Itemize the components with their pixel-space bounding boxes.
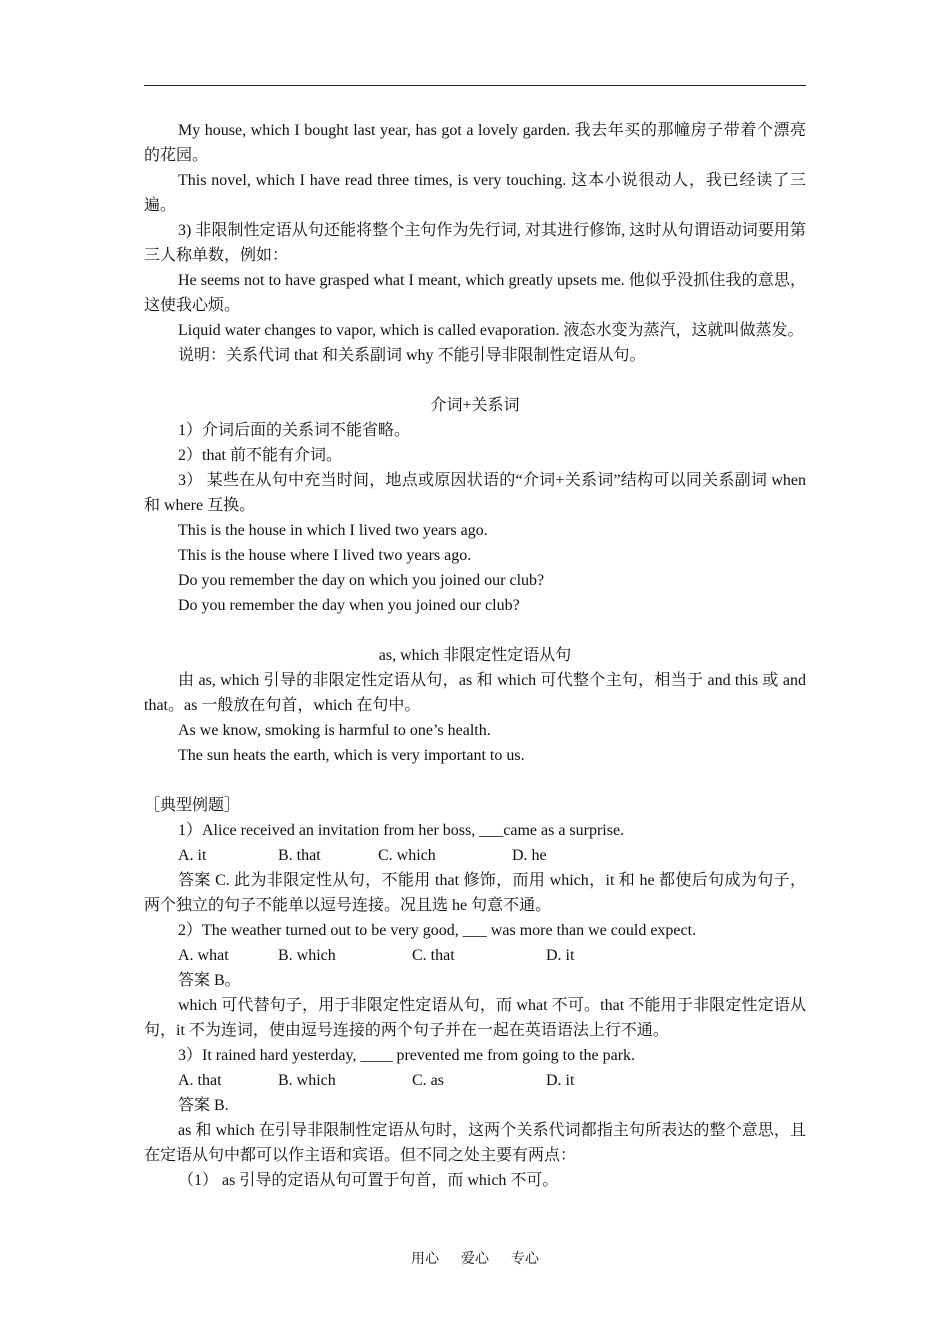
question-2-options	[144, 943, 806, 968]
header-rule	[144, 85, 806, 86]
example-sentence: As we know, smoking is harmful to one’s health.	[178, 722, 491, 739]
option-d: D. it	[546, 947, 575, 964]
option-c: C. that	[412, 947, 455, 964]
question-3-options	[144, 1068, 806, 1093]
paragraph: 1）介词后面的关系词不能省略。	[178, 422, 411, 439]
paragraph: 3) 非限制性定语从句还能将整个主句作为先行词, 对其进行修饰, 这时从句谓语动词要用第三人称单数，例如：	[144, 222, 806, 264]
paragraph: 3） 某些在从句中充当时间，地点或原因状语的“介词+关系词”结构可以同关系副词 when 和 where 互换。	[144, 472, 806, 514]
option-b: B. which	[278, 1072, 336, 1089]
paragraph: 说明：关系代词 that 和关系副词 why 不能引导非限制性定语从句。	[178, 347, 646, 364]
question-3: 3）It rained hard yesterday, ____ prevented me from going to the park.	[178, 1047, 636, 1064]
footer-text: 专心	[511, 1252, 539, 1267]
section-heading: as, which 非限定性定语从句	[378, 647, 572, 664]
question-1-options	[144, 843, 806, 868]
section-heading: 介词+关系词	[430, 397, 520, 414]
page-footer	[0, 1248, 950, 1268]
question-1: 1）Alice received an invitation from her boss, ___came as a surprise.	[178, 822, 625, 839]
point-1: （1） as 引导的定语从句可置于句首，而 which 不可。	[178, 1172, 559, 1189]
footer-text: 用心	[411, 1252, 439, 1267]
option-c: C. as	[412, 1072, 444, 1089]
option-d: D. it	[546, 1072, 575, 1089]
option-b: B. which	[278, 947, 336, 964]
explanation-3: as 和 which 在引导非限制性定语从句时，这两个关系代词都指主句所表达的整个意思，且在定语从句中都可以作主语和宾语。但不同之处主要有两点：	[144, 1122, 806, 1164]
explanation-2: which 可代替句子，用于非限定性定语从句，而 what 不可。that 不能用于非限定性定语从句，it 不为连词，使由逗号连接的两个句子并在一起在英语语法上行不通。	[144, 997, 806, 1039]
example-sentence: This is the house in which I lived two years ago.	[178, 522, 488, 539]
paragraph: He seems not to have grasped what I meant, which greatly upsets me. 他似乎没抓住我的意思，这使我心烦。	[144, 272, 806, 314]
paragraph: 由 as, which 引导的非限定性定语从句，as 和 which 可代整个主句，相当于 and this 或 and that。as 一般放在句首，which 在句中。	[144, 672, 806, 714]
answer-1: 答案 C. 此为非限定性从句，不能用 that 修饰，而用 which，it 和 he 都使后句成为句子，两个独立的句子不能单以逗号连接。况且选 he 句意不通。	[144, 872, 806, 914]
option-b: B. that	[278, 847, 321, 864]
paragraph: This novel, which I have read three times, is very touching. 这本小说很动人，我已经读了三遍。	[144, 172, 806, 214]
question-2: 2）The weather turned out to be very good, ___ was more than we could expect.	[178, 922, 697, 939]
paragraph: Liquid water changes to vapor, which is called evaporation. 液态水变为蒸汽，这就叫做蒸发。	[178, 322, 804, 339]
answer-3: 答案 B.	[178, 1097, 229, 1114]
paragraph: My house, which I bought last year, has got a lovely garden. 我去年买的那幢房子带着个漂亮的花园。	[144, 122, 806, 164]
option-a: A. what	[178, 947, 229, 964]
footer-text: 爱心	[461, 1252, 489, 1267]
paragraph: 2）that 前不能有介词。	[178, 447, 342, 464]
option-a: A. it	[178, 847, 207, 864]
option-c: C. which	[378, 847, 436, 864]
option-a: A. that	[178, 1072, 222, 1089]
example-sentence: Do you remember the day when you joined our club?	[178, 597, 520, 614]
answer-2: 答案 B。	[178, 972, 241, 989]
example-sentence: Do you remember the day on which you joined our club?	[178, 572, 545, 589]
examples-title: ［典型例题］	[144, 797, 241, 814]
document-body	[144, 118, 806, 1193]
example-sentence: The sun heats the earth, which is very important to us.	[178, 747, 525, 764]
option-d: D. he	[512, 847, 547, 864]
example-sentence: This is the house where I lived two years ago.	[178, 547, 472, 564]
